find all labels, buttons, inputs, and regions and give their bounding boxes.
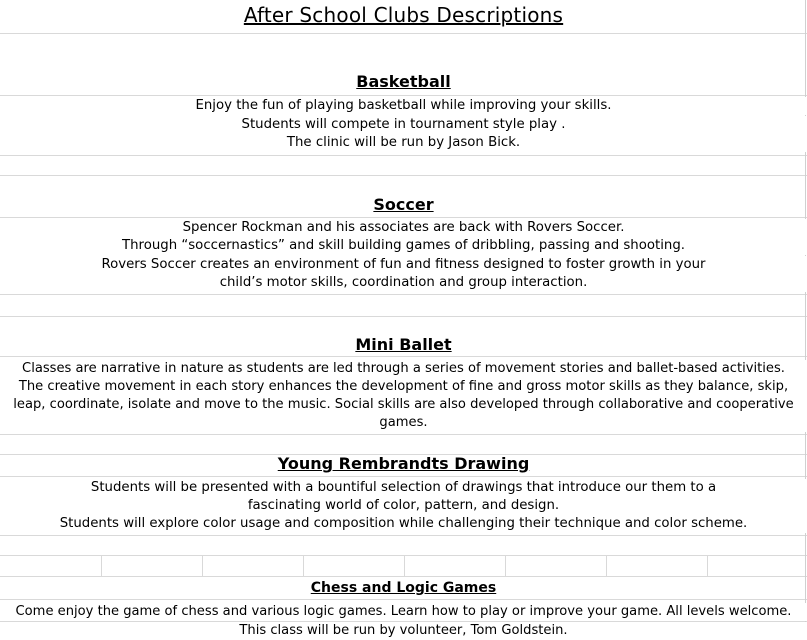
club-description-line: Students will explore color usage and composition while challenging their technique and color scheme. bbox=[0, 515, 807, 533]
grid-line bbox=[805, 0, 806, 640]
club-description-line: Rovers Soccer creates an environment of fun and fitness designed to foster growth in your bbox=[0, 256, 807, 274]
grid-line bbox=[0, 294, 807, 295]
grid-line bbox=[707, 555, 708, 576]
grid-line bbox=[0, 599, 807, 600]
grid-line bbox=[0, 217, 807, 218]
grid-line bbox=[101, 555, 102, 576]
club-description-line: Students will be presented with a bountiful selection of drawings that introduce our them to a bbox=[0, 479, 807, 497]
grid-line bbox=[303, 555, 304, 576]
club-description-line: Through “soccernastics” and skill building games of dribbling, passing and shooting. bbox=[0, 237, 807, 255]
club-description-line: Students will compete in tournament style play . bbox=[0, 116, 807, 134]
grid-line bbox=[0, 316, 807, 317]
club-description-line: Come enjoy the game of chess and various logic games. Learn how to play or improve your game. All levels welcome. bbox=[0, 603, 807, 621]
grid-line bbox=[0, 155, 807, 156]
club-heading-chess-logic: Chess and Logic Games bbox=[310, 580, 497, 596]
club-description-line: fascinating world of color, pattern, and design. bbox=[0, 497, 807, 515]
grid-line bbox=[0, 576, 807, 577]
grid-line bbox=[0, 33, 807, 34]
grid-line bbox=[0, 356, 807, 357]
grid-line bbox=[202, 555, 203, 576]
page-title: After School Clubs Descriptions bbox=[243, 3, 564, 27]
club-description-line: leap, coordinate, isolate and move to the music. Social skills are also developed through collaborative and cooperative bbox=[0, 396, 807, 414]
grid-line bbox=[0, 95, 807, 96]
club-heading-basketball: Basketball bbox=[356, 72, 451, 91]
club-heading-mini-ballet: Mini Ballet bbox=[355, 335, 452, 354]
club-description-line: child’s motor skills, coordination and group interaction. bbox=[0, 274, 807, 292]
club-description-line: Classes are narrative in nature as students are led through a series of movement stories and ballet-based activities. bbox=[0, 360, 807, 378]
grid-line bbox=[404, 555, 405, 576]
club-description-line: The creative movement in each story enhances the development of fine and gross motor skills as they balance, skip, bbox=[0, 378, 807, 396]
grid-line bbox=[0, 434, 807, 435]
grid-line bbox=[0, 535, 807, 536]
club-description-line: This class will be run by volunteer, Tom Goldstein. bbox=[0, 622, 807, 640]
grid-line bbox=[0, 175, 807, 176]
grid-line bbox=[505, 555, 506, 576]
club-description-line: Spencer Rockman and his associates are back with Rovers Soccer. bbox=[0, 219, 807, 237]
club-description-line: games. bbox=[0, 414, 807, 432]
club-heading-soccer: Soccer bbox=[373, 195, 434, 214]
grid-line bbox=[606, 555, 607, 576]
club-description-line: The clinic will be run by Jason Bick. bbox=[0, 134, 807, 152]
club-description-line: Enjoy the fun of playing basketball while improving your skills. bbox=[0, 97, 807, 115]
club-heading-young-rembrandts: Young Rembrandts Drawing bbox=[277, 454, 530, 473]
grid-line bbox=[0, 476, 807, 477]
